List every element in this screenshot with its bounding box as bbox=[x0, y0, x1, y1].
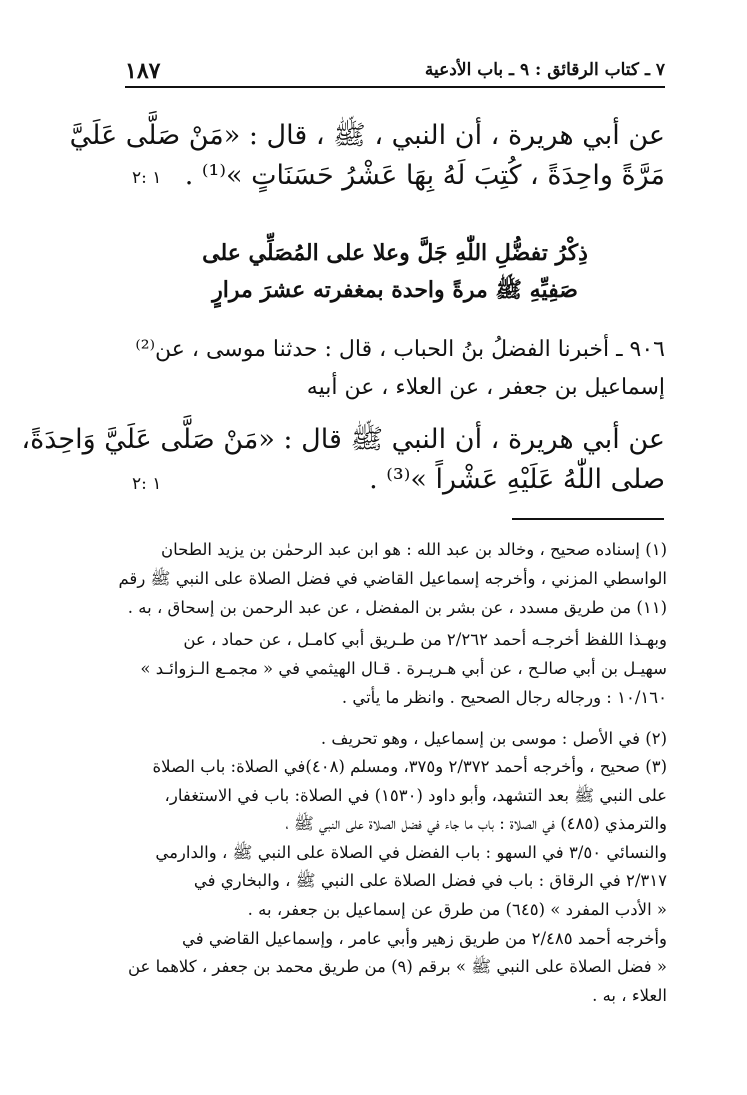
isnad-line2: إسماعيل بن جعفر ، عن العلاء ، عن أبيه bbox=[306, 375, 665, 400]
hadith1-line2: مَرَّةً واحِدَةً ، كُتِبَ لَهُ بِهَا عَشْرُ حَسَنَاتٍ »⁽¹⁾ . bbox=[184, 160, 665, 191]
isnad-line1: ٩٠٦ ـ أخبرنا الفضلُ بنُ الحباب ، قال : حدثنا موسى ، عن⁽²⁾ bbox=[135, 337, 665, 362]
footnote1-line6: ١٠/١٦٠ : ورجاله رجال الصحيح . وانظر ما يأتي . bbox=[341, 688, 667, 707]
chapter-heading-line2: صَفِيِّهِ ﷺ مرةً واحدة بمغفرته عشرَ مرارٍ bbox=[212, 277, 578, 303]
footnote1-line4: وبهـذا اللفظ أخرجـه أحمد ٢/٢٦٢ من طـريق أبي كامـل ، عن حماد ، عن bbox=[183, 630, 667, 649]
footnote3-line5: ٢/٣١٧ في الرقاق : باب في فضل الصلاة على النبي ﷺ ، والبخاري في bbox=[193, 871, 667, 890]
footnote2-line1: (٢) في الأصل : موسى بن إسماعيل ، وهو تحريف . bbox=[320, 729, 667, 748]
running-header bbox=[125, 54, 665, 84]
footnote3-line9: العلاء ، به . bbox=[592, 986, 667, 1005]
hadith2-reference: ١ :٢ bbox=[132, 474, 162, 494]
footnote1-line3: (١١) من طريق مسدد ، عن بشر بن المفضل ، عن عبد الرحمن بن إسحاق ، به . bbox=[127, 598, 667, 617]
hadith1-reference: ١ :٢ bbox=[132, 168, 162, 188]
footnote1-line1: (١) إسناده صحيح ، وخالد بن عبد الله : هو ابن عبد الرحمٰن بن يزيد الطحان bbox=[161, 540, 667, 559]
matn-line1: عن أبي هريرة ، أن النبي ﷺ قال : «مَنْ صَلَّى عَلَيَّ وَاحِدَةً، bbox=[21, 424, 665, 455]
hadith1-line1: عن أبي هريرة ، أن النبي ، ﷺ ، قال : «مَنْ صَلَّى عَلَيَّ bbox=[69, 120, 665, 151]
footnote3-line1: (٣) صحيح ، وأخرجه أحمد ٢/٣٧٢ و٣٧٥، ومسلم (٤٠٨)في الصلاة: باب الصلاة bbox=[152, 757, 667, 776]
footnote-rule bbox=[512, 518, 664, 520]
footnote3-line4: والنسائي ٣/٥٠ في السهو : باب الفضل في الصلاة على النبي ﷺ ، والدارمي bbox=[155, 843, 667, 862]
chapter-heading-line1: ذِكْرُ تفضُّلِ اللّٰهِ جَلَّ وعلا على المُصَلِّي على bbox=[202, 240, 588, 266]
running-title: ٧ ـ كتاب الرقائق : ٩ ـ باب الأدعية bbox=[424, 60, 665, 80]
footnote3-line8: « فضل الصلاة على النبي ﷺ » برقم (٩) من طريق محمد بن جعفر ، كلاهما عن bbox=[128, 957, 667, 976]
matn-line2: صلى اللّٰهُ عَلَيْهِ عَشْراً »⁽³⁾ . bbox=[369, 464, 665, 495]
footnote1-line2: الواسطي المزني ، وأخرجه إسماعيل القاضي في فضل الصلاة على النبي ﷺ رقم bbox=[118, 569, 667, 588]
page-number: ١٨٧ bbox=[125, 58, 161, 84]
header-rule bbox=[125, 86, 665, 88]
footnote3-line7: وأخرجه أحمد ٢/٤٨٥ من طريق زهير وأبي عامر ، وإسماعيل القاضي في bbox=[181, 929, 667, 948]
footnote3-line6: « الأدب المفرد » (٦٤٥) من طرق عن إسماعيل بن جعفر، به . bbox=[247, 900, 667, 919]
footnote1-line5: سهيـل بن أبي صالـح ، عن أبي هـريـرة . قـال الهيثمي في « مجمـع الـزوائـد » bbox=[140, 659, 667, 678]
footnote3-line3: والترمذي (٤٨٥) في الصلاة : باب ما جاء في فضل الصلاة على النبي ﷺ ، bbox=[285, 814, 667, 833]
footnote3-line2: على النبي ﷺ بعد التشهد، وأبو داود (١٥٣٠) في الصلاة: باب في الاستغفار، bbox=[164, 786, 667, 805]
